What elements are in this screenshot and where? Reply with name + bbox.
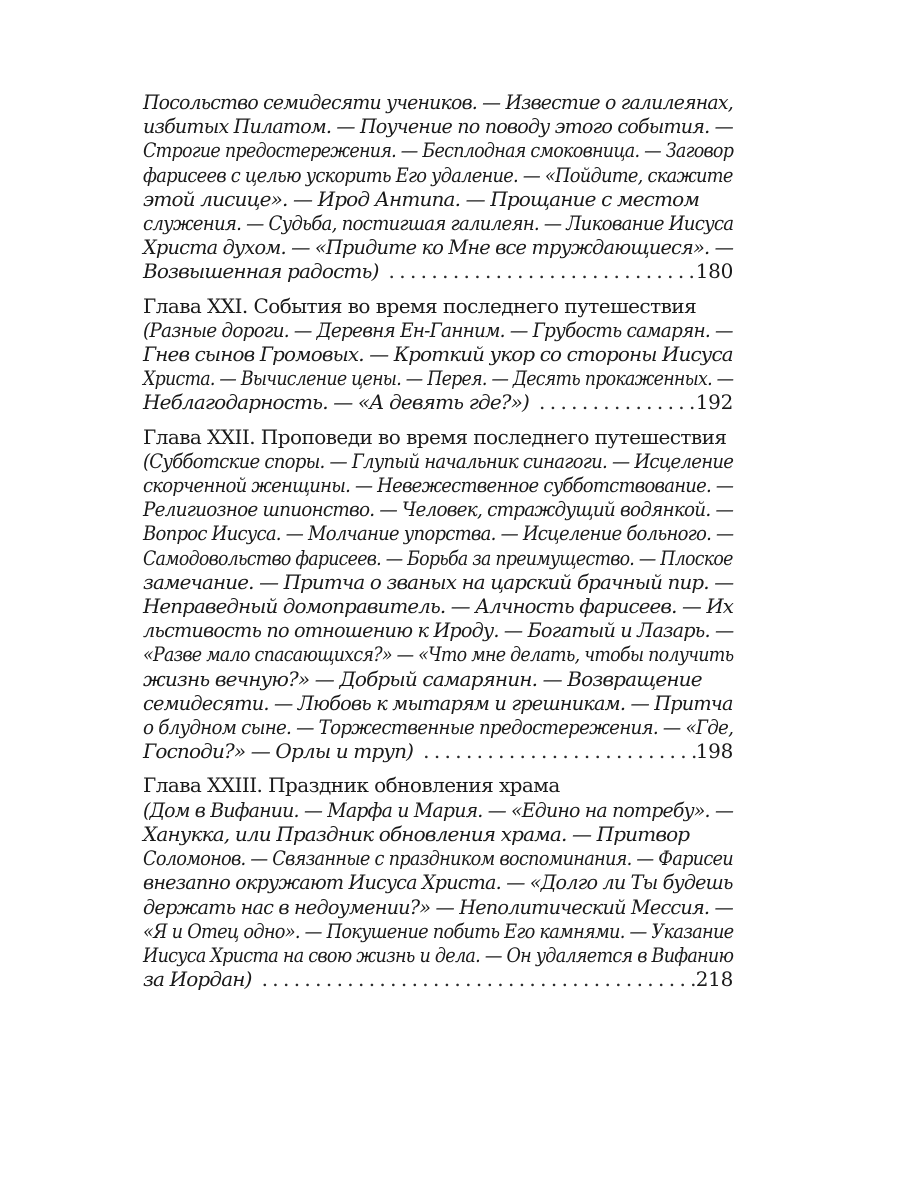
entry-last-line [143,259,733,283]
chapter-title: Глава XXIII. Праздник обновления храма [143,773,560,798]
dot-leader [413,739,696,763]
entry-description-line: этой лисице». — Ирод Антипа. — Прощание с местом [143,186,700,211]
entry-description-line: за Иордан) [143,967,252,992]
entry-description-line: Религиозное шпионство. — Человек, страждущий водянкой. — [143,497,734,522]
entry-description-line: Посольство семидесяти учеников. — Известие о галилеянах, [143,90,733,114]
entry-description-line: о блудном сыне. — Торжественные предостережения. — «Где, [143,715,734,740]
page-number: 198 [695,739,733,764]
entry-description-line: замечание. — Притча о званых на царский брачный пир. — [143,569,734,594]
entry-description-line: Христа. — Вычисление цены. — Перея. — Десять прокаженных. — [143,366,734,391]
toc-entry-continuation [143,90,733,284]
entry-description-line: внезапно окружают Иисуса Христа. — «Долго ли Ты будешь [143,870,733,895]
chapter-title: Глава XXII. Проповеди во время последнего путешествия [143,424,727,449]
entry-description-line: служения. — Судьба, постигшая галилеян. — Ликование Иисуса [143,211,734,236]
chapter-title: Глава XXI. События во время последнего путешествия [143,293,697,318]
entry-description-line: Иисуса Христа на свою жизнь и дела. — Он удаляется в Вифанию [143,942,734,967]
entry-description-line: фарисеев с целью ускорить Его удаление. — «Пойдите, скажите [143,162,733,187]
page-number: 180 [695,259,733,284]
toc-entry-chapter-23 [143,773,733,991]
entry-description-line: (Дом в Вифании. — Марфа и Мария. — «Едино на потребу». — [143,797,734,822]
entry-description-line: избитых Пилатом. — Поучение по поводу этого события. — [143,114,733,139]
entry-description-line: льстивость по отношению к Ироду. — Богатый и Лазарь. — [143,618,734,643]
page-number: 218 [695,967,733,992]
table-of-contents [143,90,733,1001]
entry-description-line: Ханукка, или Праздник обновления храма. — Притвор [143,821,690,846]
dot-leader [379,259,696,283]
entry-description-line: (Разные дороги. — Деревня Ен-Ганним. — Грубость самарян. — [143,317,733,342]
entry-last-line [143,967,733,991]
entry-description-line: держать нас в недоумении?» — Неполитический Мессия. — [143,894,733,919]
toc-entry-chapter-21 [143,294,733,415]
entry-description-line: «Разве мало спасающихся?» — «Что мне делать, чтобы получить [143,642,734,667]
entry-description-line: Самодовольство фарисеев. — Борьба за преимущество. — Плоское [143,545,733,570]
entry-description-line: (Субботские споры. — Глупый начальник синагоги. — Исцеление [143,448,734,473]
entry-description-line: Возвышенная радость) [143,259,379,284]
entry-description-line: Строгие предостережения. — Бесплодная смоковница. — Заговор [143,138,734,163]
entry-description-line: «Я и Отец одно». — Покушение побить Его камнями. — Указание [143,918,734,943]
entry-description-line: Господи?» — Орлы и труп) [143,739,414,764]
dot-leader [252,967,696,991]
entry-description-line: Гнев сынов Громовых. — Кроткий укор со стороны Иисуса [143,342,733,367]
entry-description-line: Вопрос Иисуса. — Молчание упорства. — Исцеление больного. — [143,521,734,546]
entry-last-line [143,739,733,763]
entry-description-line: Соломонов. — Связанные с праздником воспоминания. — Фарисеи [143,846,733,871]
toc-entry-chapter-22 [143,425,733,764]
page-number: 192 [695,390,733,415]
entry-description-line: Неправедный домоправитель. — Алчность фарисеев. — Их [143,594,734,619]
entry-description-line: Христа духом. — «Придите ко Мне все труждающиеся». — [143,235,734,260]
entry-description-line: Неблагодарность. — «А девять где?») [143,390,530,415]
entry-last-line [143,390,733,414]
entry-description-line: жизнь вечную?» — Добрый самарянин. — Возвращение [143,666,702,691]
entry-description-line: семидесяти. — Любовь к мытарям и грешникам. — Притча [143,690,733,715]
dot-leader [529,390,696,414]
entry-description-line: скорченной женщины. — Невежественное субботствование. — [143,473,734,498]
